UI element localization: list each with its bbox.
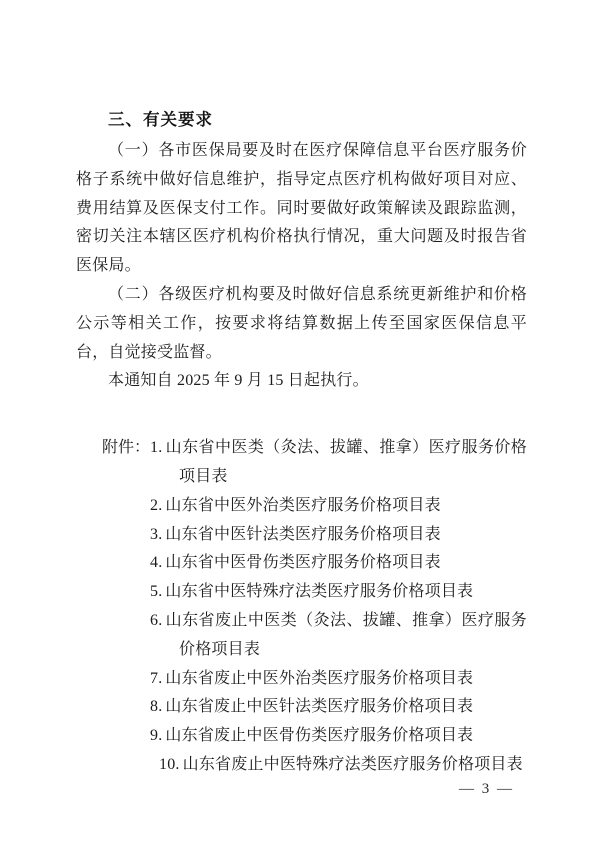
attachment-item-text: 山东省废止中医特殊疗法类医疗服务价格项目表 <box>182 755 523 773</box>
paragraph-requirement-2: （二）各级医疗机构要及时做好信息系统更新维护和价格公示等相关工作，按要求将结算数据上传至国家医保信息平台，自觉接受监督。 <box>76 285 527 361</box>
attachment-item <box>150 665 527 694</box>
attachment-item <box>150 607 527 665</box>
attachment-item <box>150 722 527 751</box>
attachment-item <box>150 434 527 492</box>
page-number: — 3 — <box>459 781 514 797</box>
attachment-item-text: 山东省中医外治类医疗服务价格项目表 <box>165 496 441 514</box>
attachment-item-text: 山东省废止中医针法类医疗服务价格项目表 <box>165 698 474 716</box>
attachment-item <box>150 578 527 607</box>
attachment-item-text: 山东省中医骨伤类医疗服务价格项目表 <box>165 554 441 572</box>
attachment-item-text: 山东省中医类（灸法、拔罐、推拿）医疗服务价格项目表 <box>165 439 527 485</box>
attachment-item <box>150 492 527 521</box>
attachment-item <box>150 521 527 550</box>
attachment-item-text: 山东省废止中医骨伤类医疗服务价格项目表 <box>165 727 474 745</box>
attachment-item-number: 9. <box>150 727 163 745</box>
section-heading: 三、有关要求 <box>108 111 213 129</box>
attachments-list <box>150 434 527 780</box>
attachment-item-number: 8. <box>150 698 163 716</box>
attachment-item <box>150 549 527 578</box>
attachment-item-number: 4. <box>150 554 163 572</box>
paragraph-requirement-1: （一）各市医保局要及时在医疗保障信息平台医疗服务价格子系统中做好信息维护，指导定点医疗机构做好项目对应、费用结算及医保支付工作。同时要做好政策解读及跟踪监测，密切关注本辖区医疗机构价格执行情况，重大问题及时报告省医保局。 <box>76 142 527 275</box>
attachment-item-number: 10. <box>159 755 180 773</box>
paragraph-effective-date: 本通知自 2025 年 9 月 15 日起执行。 <box>108 372 369 390</box>
attachment-item <box>159 751 527 780</box>
attachment-item-number: 2. <box>150 496 163 514</box>
attachments-section <box>76 434 527 780</box>
document-content <box>76 106 527 780</box>
attachments-label: 附件： <box>102 439 151 457</box>
attachment-item-number: 1. <box>150 439 163 457</box>
attachment-item <box>150 693 527 722</box>
attachment-item-text: 山东省废止中医类（灸法、拔罐、推拿）医疗服务价格项目表 <box>165 611 527 658</box>
attachment-item-number: 7. <box>150 669 163 687</box>
attachment-item-number: 3. <box>150 525 163 543</box>
attachment-item-text: 山东省中医针法类医疗服务价格项目表 <box>165 525 441 543</box>
attachment-item-number: 5. <box>150 583 163 601</box>
attachment-item-number: 6. <box>150 611 163 629</box>
attachment-item-text: 山东省废止中医外治类医疗服务价格项目表 <box>165 669 474 687</box>
attachment-item-text: 山东省中医特殊疗法类医疗服务价格项目表 <box>165 583 474 601</box>
